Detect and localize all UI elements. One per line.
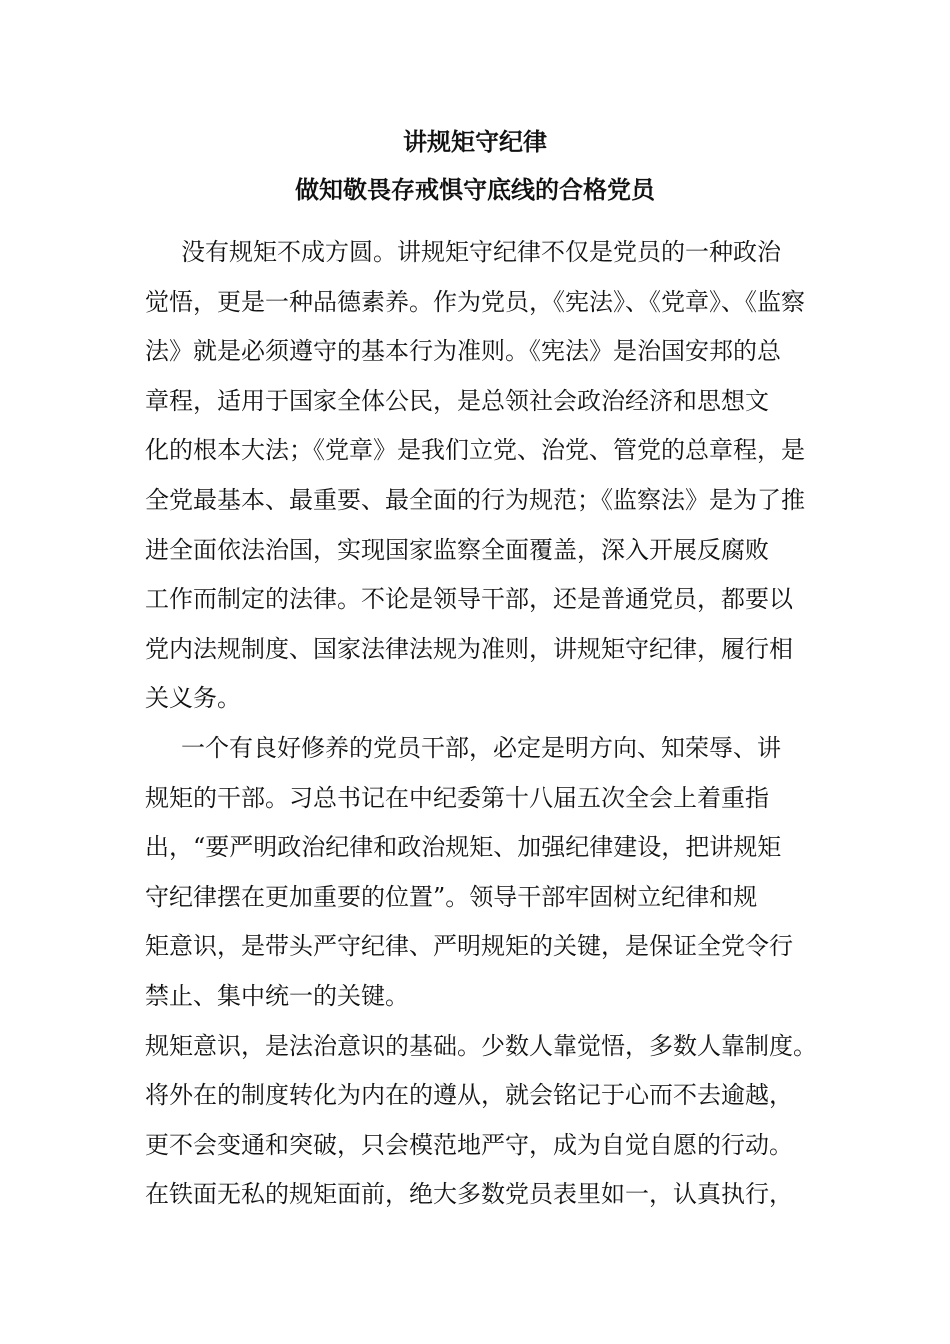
paragraph-line: 章程，适用于国家全体公民，是总领社会政治经济和思想文 — [145, 386, 769, 415]
paragraph-line: 更不会变通和突破，只会模范地严守，成为自觉自愿的行动。 — [145, 1130, 793, 1159]
paragraph-line: 进全面依法治国，实现国家监察全面覆盖，深入开展反腐败 — [145, 535, 769, 564]
paragraph-line: 将外在的制度转化为内在的遵从，就会铭记于心而不去逾越， — [145, 1081, 793, 1110]
paragraph-line: 在铁面无私的规矩面前，绝大多数党员表里如一，认真执行， — [145, 1180, 793, 1209]
paragraph-line: 关义务。 — [145, 684, 241, 713]
paragraph-line: 化的根本大法；《党章》是我们立党、治党、管党的总章程，是 — [145, 436, 805, 465]
paragraph-line: 觉悟，更是一种品德素养。作为党员，《宪法》、《党章》、《监察 — [145, 287, 805, 316]
document-body — [145, 228, 817, 1220]
paragraph-line: 没有规矩不成方圆。讲规矩守纪律不仅是党员的一种政治 — [181, 238, 781, 266]
document-subtitle: 做知敬畏存戒惧守底线的合格党员 — [295, 176, 655, 204]
title-block — [0, 118, 950, 214]
paragraph-2 — [145, 724, 805, 1022]
paragraph-line: 法》就是必须遵守的基本行为准则。《宪法》是治国安邦的总 — [145, 337, 781, 366]
paragraph-line: 规矩的干部。习总书记在中纪委第十八届五次全会上着重指 — [145, 783, 769, 812]
paragraph-line: 矩意识，是带头严守纪律、严明规矩的关键，是保证全党令行 — [145, 932, 793, 961]
paragraph-1 — [145, 228, 805, 724]
paragraph-line: 规矩意识，是法治意识的基础。少数人靠觉悟，多数人靠制度。 — [145, 1031, 817, 1060]
paragraph-line: 禁止、集中统一的关键。 — [145, 981, 409, 1010]
document-title: 讲规矩守纪律 — [403, 128, 547, 156]
paragraph-line: 工作而制定的法律。不论是领导干部，还是普通党员，都要以 — [145, 585, 793, 614]
paragraph-line: 一个有良好修养的党员干部，必定是明方向、知荣辱、讲 — [181, 733, 781, 762]
paragraph-line: 守纪律摆在更加重要的位置”。领导干部牢固树立纪律和规 — [145, 882, 758, 911]
paragraph-line: 出，“要严明政治纪律和政治规矩、加强纪律建设，把讲规矩 — [145, 833, 782, 862]
paragraph-3 — [145, 1022, 817, 1220]
paragraph-line: 党内法规制度、国家法律法规为准则，讲规矩守纪律，履行相 — [145, 634, 793, 663]
paragraph-line: 全党最基本、最重要、最全面的行为规范；《监察法》是为了推 — [145, 485, 805, 514]
